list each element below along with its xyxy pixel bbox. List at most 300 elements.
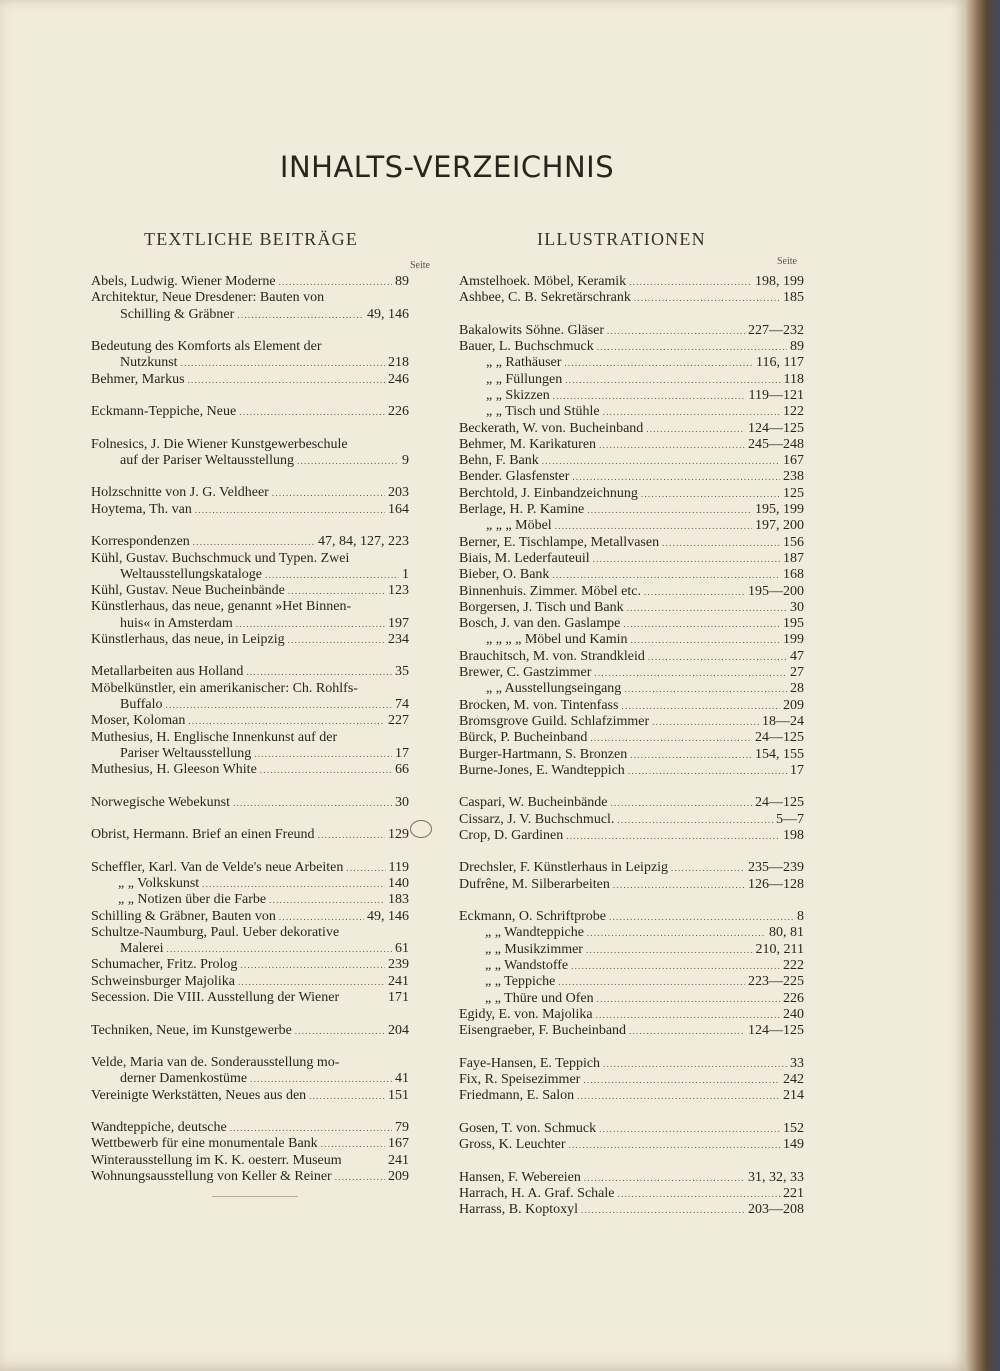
toc-entry-title: Harrass, B. Koptoxyl <box>459 1202 578 1218</box>
section-gap <box>91 1039 409 1055</box>
toc-entry <box>91 616 409 632</box>
leader-dots <box>581 1202 745 1218</box>
toc-page-number: 210, 211 <box>755 941 804 957</box>
toc-entry <box>91 941 409 957</box>
toc-page-number: 183 <box>388 892 409 908</box>
toc-entry <box>459 274 804 290</box>
toc-page-number: 18—24 <box>762 713 804 729</box>
toc-page-number: 209 <box>388 1169 409 1185</box>
toc-page-number: 246 <box>388 371 409 387</box>
toc-entry-title: Hoytema, Th. van <box>91 501 192 517</box>
toc-page-number: 204 <box>388 1022 409 1038</box>
leader-dots <box>644 584 745 600</box>
toc-entry-title: Hansen, F. Webereien <box>459 1169 581 1185</box>
page-title: INHALTS-VERZEICHNIS <box>279 150 615 184</box>
toc-entry <box>459 616 804 632</box>
toc-entry <box>459 698 804 714</box>
pencil-circle-mark <box>410 820 432 838</box>
toc-entry-title: „ „ „ Möbel <box>486 518 552 534</box>
leader-dots <box>634 290 780 306</box>
toc-entry <box>459 584 804 600</box>
toc-entry <box>91 957 409 973</box>
toc-entry-title: „ „ Volkskunst <box>118 876 200 891</box>
toc-page-number: 222 <box>783 958 804 974</box>
toc-page-number: 239 <box>388 957 409 973</box>
toc-page-number: 27 <box>790 665 804 681</box>
leader-dots <box>627 600 787 616</box>
toc-entry <box>91 485 409 501</box>
toc-page-number: 5—7 <box>776 811 804 827</box>
toc-entry-first-line: Künstlerhaus, das neue, genannt »Het Binnen- <box>91 599 352 615</box>
section-gap <box>91 648 409 664</box>
leader-dots <box>569 1137 780 1153</box>
leader-dots <box>195 502 385 518</box>
toc-page-number: 122 <box>783 404 804 420</box>
toc-entry-title: Künstlerhaus, das neue, in Leipzig <box>91 631 285 647</box>
toc-entry <box>459 942 804 958</box>
toc-entry <box>91 632 409 648</box>
leader-dots <box>167 941 392 957</box>
toc-entry <box>459 763 804 779</box>
toc-entry-title: „ „ Wandteppiche <box>485 925 584 941</box>
toc-entry-title: Schweinsburger Majolika <box>91 973 235 989</box>
toc-entry-title: Metallarbeiten aus Holland <box>91 664 244 680</box>
toc-entry-title: „ „ Skizzen <box>486 387 550 403</box>
leader-dots <box>617 812 773 828</box>
toc-page-number: 17 <box>790 762 804 778</box>
section-gap <box>91 323 409 339</box>
toc-entry-title: Abels, Ludwig. Wiener Moderne <box>91 274 276 289</box>
toc-entry-title: Secession. Die VIII. Ausstellung der Wiener <box>91 990 340 1006</box>
toc-entry <box>91 909 409 925</box>
toc-page-number: 226 <box>783 990 804 1006</box>
toc-entry <box>91 567 409 583</box>
toc-entry <box>459 958 804 974</box>
toc-entry-title: Schumacher, Fritz. Prolog <box>91 957 238 973</box>
leader-dots <box>571 958 780 974</box>
toc-page-number: 35 <box>395 664 409 680</box>
toc-entry <box>91 860 409 876</box>
toc-page-number: 152 <box>783 1120 804 1136</box>
leader-dots <box>631 632 780 648</box>
toc-entry-title: Biais, M. Lederfauteuil <box>459 550 590 566</box>
toc-entry <box>459 437 804 453</box>
leader-dots <box>230 1120 392 1136</box>
toc-entry <box>91 1136 409 1152</box>
toc-entry <box>91 1023 409 1039</box>
toc-entry-title: Schilling & Gräbner <box>120 306 235 322</box>
toc-page-number: 66 <box>395 762 409 778</box>
toc-entry-title: Moser, Koloman <box>91 713 186 729</box>
toc-page-number: 156 <box>783 534 804 550</box>
left-seite-label: Seite <box>410 260 430 271</box>
toc-entry <box>459 388 804 404</box>
leader-dots <box>272 485 385 501</box>
toc-page-number: 195—200 <box>748 583 804 599</box>
toc-entry <box>459 1007 804 1023</box>
toc-entry <box>91 453 409 469</box>
toc-entry <box>459 632 804 648</box>
toc-page-number: 234 <box>388 631 409 647</box>
toc-entry-title: huis« in Amsterdam <box>120 615 233 631</box>
toc-entry-title: Friedmann, E. Salon <box>459 1088 575 1104</box>
toc-entry <box>459 681 804 697</box>
leader-dots <box>564 355 753 371</box>
toc-page-number: 49, 146 <box>367 908 409 924</box>
toc-page-number: 195, 199 <box>755 502 804 518</box>
leader-dots <box>603 1056 787 1072</box>
toc-page-number: 140 <box>388 876 409 891</box>
toc-page-number: 235—239 <box>748 860 804 876</box>
toc-page-number: 24—125 <box>755 795 804 811</box>
leader-dots <box>335 1169 385 1185</box>
toc-entry-title: „ „ Tisch und Stühle <box>486 404 600 420</box>
leader-dots <box>309 1088 385 1104</box>
leader-dots <box>583 1072 780 1088</box>
right-column-heading: ILLUSTRATIONEN <box>537 229 706 249</box>
toc-page-number: 241 <box>388 1152 409 1168</box>
toc-page-number: 226 <box>388 404 409 420</box>
book-spine <box>966 0 1000 1371</box>
leader-dots <box>236 616 385 632</box>
leader-dots <box>662 535 780 551</box>
toc-entry-title: Bieber, O. Bank <box>459 567 550 583</box>
section-gap <box>91 1104 409 1120</box>
toc-page-number: 33 <box>790 1055 804 1071</box>
section-gap <box>459 1105 804 1121</box>
toc-entry-title: Bosch, J. van den. Gaslampe <box>459 616 621 632</box>
section-gap <box>91 388 409 404</box>
toc-entry <box>91 1120 409 1136</box>
leader-dots <box>250 1071 392 1087</box>
toc-page-number: 167 <box>388 1136 409 1152</box>
toc-entry <box>91 876 409 892</box>
leader-dots <box>321 1136 385 1152</box>
toc-page-number: 119—121 <box>748 387 804 403</box>
toc-entry <box>91 1088 409 1104</box>
toc-entry-title: Brewer, C. Gastzimmer <box>459 665 592 681</box>
toc-page-number: 79 <box>395 1120 409 1136</box>
leader-dots <box>587 925 766 941</box>
toc-entry <box>459 469 804 485</box>
toc-page-number: 185 <box>783 290 804 306</box>
toc-entry-first-line: Velde, Maria van de. Sonderausstellung mo- <box>91 1055 340 1071</box>
toc-page-number: 129 <box>388 827 409 843</box>
toc-entry-title: Bürck, P. Bucheinband <box>459 730 588 746</box>
toc-entry <box>459 1088 804 1104</box>
leader-dots <box>254 746 392 762</box>
leader-dots <box>318 827 385 843</box>
toc-entry-title: Binnenhuis. Zimmer. Möbel etc. <box>459 583 641 599</box>
toc-entry <box>459 925 804 941</box>
leader-dots <box>652 714 759 730</box>
leader-dots <box>586 942 753 958</box>
toc-entry-title: Eckmann, O. Schriftprobe <box>459 909 606 925</box>
toc-page-number: 209 <box>783 697 804 713</box>
leader-dots <box>597 339 787 355</box>
toc-entry <box>459 828 804 844</box>
toc-entry-first-line: Möbelkünstler, ein amerikanischer: Ch. Rohlfs- <box>91 680 358 696</box>
toc-entry <box>91 974 409 990</box>
leader-dots <box>587 502 752 518</box>
leader-dots <box>603 404 780 420</box>
toc-entry-title: Obrist, Hermann. Brief an einen Freund <box>91 827 315 843</box>
toc-page-number: 28 <box>790 681 804 697</box>
toc-entry <box>459 1121 804 1137</box>
toc-entry <box>459 1202 804 1218</box>
toc-entry <box>91 1169 409 1185</box>
toc-entry-title: Weltausstellungskataloge <box>120 566 262 582</box>
toc-entry <box>91 795 409 811</box>
left-toc-list <box>91 274 409 1185</box>
toc-entry-title: Dufrêne, M. Silberarbeiten <box>459 876 610 892</box>
toc-entry <box>459 355 804 371</box>
toc-page-number: 151 <box>388 1087 409 1103</box>
toc-entry-title: Burger-Hartmann, S. Bronzen <box>459 746 628 762</box>
toc-entry <box>459 453 804 469</box>
leader-dots <box>288 583 385 599</box>
toc-entry-title: Gosen, T. von. Schmuck <box>459 1120 597 1136</box>
toc-entry-title: Gross, K. Leuchter <box>459 1137 566 1153</box>
toc-entry-title: Scheffler, Karl. Van de Velde's neue Arbeiten <box>91 859 344 875</box>
leader-dots <box>260 762 392 778</box>
leader-dots <box>279 909 364 925</box>
toc-entry <box>459 909 804 925</box>
leader-dots <box>288 632 385 648</box>
toc-entry-title: Cissarz, J. V. Buchschmucl. <box>459 811 615 827</box>
leader-dots <box>553 388 746 404</box>
leader-dots <box>166 697 392 713</box>
leader-dots <box>594 665 787 681</box>
leader-dots <box>572 469 780 485</box>
toc-entry <box>459 535 804 551</box>
toc-page-number: 47, 84, 127, 223 <box>318 534 409 550</box>
toc-page-number: 218 <box>388 355 409 371</box>
toc-page-number: 195 <box>783 616 804 632</box>
toc-entry-title: Berchtold, J. Einbandzeichnung <box>459 485 638 501</box>
toc-entry-title: Behmer, M. Karikaturen <box>459 436 597 452</box>
toc-page-number: 17 <box>395 745 409 761</box>
toc-entry <box>459 421 804 437</box>
toc-entry <box>459 747 804 763</box>
toc-entry-title: „ „ „ „ Möbel und Kamin <box>486 632 628 648</box>
toc-page-number: 197, 200 <box>755 518 804 534</box>
toc-page-number: 203—208 <box>748 1202 804 1218</box>
toc-entry <box>91 990 409 1006</box>
leader-dots <box>623 616 780 632</box>
toc-entry-title: „ „ Rathäuser <box>486 355 562 371</box>
leader-dots <box>621 698 780 714</box>
leader-dots <box>238 974 385 990</box>
toc-page-number: 167 <box>783 453 804 469</box>
toc-page-number: 31, 32, 33 <box>748 1169 804 1185</box>
toc-page-number: 238 <box>783 469 804 485</box>
section-gap <box>91 420 409 436</box>
toc-page-number: 47 <box>790 648 804 664</box>
toc-entry-title: Faye-Hansen, E. Teppich <box>459 1055 601 1071</box>
section-gap <box>91 518 409 534</box>
leader-dots <box>629 1023 745 1039</box>
toc-entry-title: auf der Pariser Weltausstellung <box>120 452 294 468</box>
leader-dots <box>629 274 752 290</box>
toc-entry-title: Vereinigte Werkstätten, Neues aus den <box>91 1087 307 1103</box>
toc-page-number: 227 <box>388 713 409 729</box>
toc-entry-title: Amstelhoek. Möbel, Keramik <box>459 274 627 289</box>
toc-entry <box>459 665 804 681</box>
leader-dots <box>233 795 392 811</box>
leader-dots <box>577 1088 780 1104</box>
toc-entry <box>459 323 804 339</box>
toc-entry <box>459 1137 804 1153</box>
leader-dots <box>202 876 385 892</box>
toc-entry-title: Behmer, Markus <box>91 371 185 387</box>
toc-entry-title: Nutzkunst <box>120 355 178 371</box>
left-column-heading: TEXTLICHE BEITRÄGE <box>144 229 359 249</box>
toc-entry-title: Behn, F. Bank <box>459 453 539 469</box>
toc-entry <box>459 795 804 811</box>
toc-entry-title: „ „ Ausstellungseingang <box>486 681 622 697</box>
leader-dots <box>599 1121 780 1137</box>
toc-page-number: 118 <box>783 371 804 387</box>
leader-dots <box>558 974 745 990</box>
toc-entry <box>459 714 804 730</box>
toc-entry-title: Eisengraeber, F. Bucheinband <box>459 1023 627 1039</box>
toc-entry-title: Berner, E. Tischlampe, Metallvasen <box>459 534 660 550</box>
toc-entry <box>459 518 804 534</box>
toc-page-number: 8 <box>797 909 804 925</box>
leader-dots <box>346 860 385 876</box>
toc-entry-first-line: Kühl, Gustav. Buchschmuck und Typen. Zwei <box>91 550 350 566</box>
toc-entry-title: Borgersen, J. Tisch und Bank <box>459 599 624 615</box>
toc-entry-title: Kühl, Gustav. Neue Bucheinbände <box>91 583 285 599</box>
toc-entry-title: „ „ Wandstoffe <box>485 958 569 974</box>
leader-dots <box>590 730 752 746</box>
leader-dots <box>269 892 385 908</box>
end-rule <box>212 1196 298 1197</box>
toc-entry <box>91 746 409 762</box>
toc-entry <box>91 1153 409 1169</box>
leader-dots <box>646 421 745 437</box>
toc-entry <box>459 551 804 567</box>
toc-entry <box>91 372 409 388</box>
toc-page-number: 74 <box>395 697 409 713</box>
toc-entry <box>459 372 804 388</box>
toc-page-number: 227—232 <box>748 322 804 338</box>
toc-entry <box>91 892 409 908</box>
leader-dots <box>239 404 385 420</box>
toc-page-number: 9 <box>402 452 409 468</box>
toc-entry-title: „ „ Teppiche <box>485 974 556 990</box>
toc-entry <box>91 827 409 843</box>
toc-entry-title: Bender. Glasfenster <box>459 469 570 485</box>
section-gap <box>459 307 804 323</box>
toc-page-number: 240 <box>783 1006 804 1022</box>
toc-entry-title: Norwegische Webekunst <box>91 794 230 810</box>
toc-entry-first-line: Folnesics, J. Die Wiener Kunstgewerbeschule <box>91 436 348 452</box>
toc-page-number: 214 <box>783 1088 804 1104</box>
leader-dots <box>641 486 780 502</box>
section-gap <box>91 1006 409 1022</box>
toc-entry-title: Bakalowits Söhne. Gläser <box>459 322 605 338</box>
toc-page-number: 41 <box>395 1071 409 1087</box>
toc-page-number: 154, 155 <box>755 746 804 762</box>
section-gap <box>459 1040 804 1056</box>
toc-page-number: 80, 81 <box>769 925 804 941</box>
toc-entry <box>459 877 804 893</box>
leader-dots <box>552 567 780 583</box>
toc-page-number: 125 <box>783 485 804 501</box>
toc-page-number: 199 <box>783 632 804 648</box>
toc-entry <box>91 664 409 680</box>
toc-page-number: 116, 117 <box>756 355 804 371</box>
toc-entry-title: Harrach, H. A. Graf. Schale <box>459 1185 615 1201</box>
toc-page-number: 187 <box>783 550 804 566</box>
leader-dots <box>597 991 780 1007</box>
toc-entry-first-line: Muthesius, H. Englische Innenkunst auf der <box>91 729 338 745</box>
leader-dots <box>265 567 399 583</box>
leader-dots <box>618 1186 781 1202</box>
right-seite-label: Seite <box>777 256 797 267</box>
toc-page-number: 30 <box>395 794 409 810</box>
leader-dots <box>584 1170 745 1186</box>
leader-dots <box>596 1007 780 1023</box>
leader-dots <box>237 307 364 323</box>
leader-dots <box>609 909 794 925</box>
toc-entry-title: Winterausstellung im K. K. oesterr. Museum <box>91 1152 342 1168</box>
toc-entry-title: Wohnungsausstellung von Keller & Reiner <box>91 1169 332 1185</box>
leader-dots <box>279 274 392 290</box>
toc-page-number: 197 <box>388 615 409 631</box>
toc-entry-title: Korrespondenzen <box>91 534 190 550</box>
toc-entry-title: Bauer, L. Buchschmuck <box>459 339 594 355</box>
toc-page-number: 242 <box>783 1072 804 1087</box>
toc-entry-title: derner Damenkostüme <box>120 1071 248 1087</box>
leader-dots <box>542 453 780 469</box>
section-gap <box>91 469 409 485</box>
section-gap <box>459 844 804 860</box>
toc-entry <box>459 812 804 828</box>
section-gap <box>91 779 409 795</box>
toc-entry-title: Eckmann-Teppiche, Neue <box>91 404 237 420</box>
toc-entry <box>91 713 409 729</box>
toc-page-number: 119 <box>388 859 409 875</box>
toc-entry-title: Techniken, Neue, im Kunstgewerbe <box>91 1022 292 1038</box>
toc-page-number: 164 <box>388 501 409 517</box>
toc-entry <box>459 1072 804 1088</box>
toc-page-number: 124—125 <box>748 420 804 436</box>
toc-entry-first-line: Architektur, Neue Dresdener: Bauten von <box>91 290 325 306</box>
leader-dots <box>613 877 745 893</box>
toc-entry-title: Caspari, W. Bucheinbände <box>459 795 608 811</box>
toc-page-number: 123 <box>388 583 409 599</box>
toc-entry-title: „ „ Füllungen <box>486 371 563 387</box>
toc-page-number: 89 <box>395 274 409 289</box>
leader-dots <box>671 860 745 876</box>
toc-page-number: 49, 146 <box>367 306 409 322</box>
toc-entry-title: Burne-Jones, E. Wandteppich <box>459 762 625 778</box>
toc-entry <box>459 1056 804 1072</box>
toc-entry <box>459 860 804 876</box>
toc-page-number: 124—125 <box>748 1023 804 1039</box>
right-toc-list <box>459 274 804 1218</box>
toc-entry-title: Berlage, H. P. Kamine <box>459 502 585 518</box>
toc-entry <box>91 1071 409 1087</box>
toc-entry <box>459 290 804 306</box>
leader-dots <box>648 649 787 665</box>
toc-entry <box>91 697 409 713</box>
toc-entry <box>459 649 804 665</box>
toc-entry <box>459 502 804 518</box>
